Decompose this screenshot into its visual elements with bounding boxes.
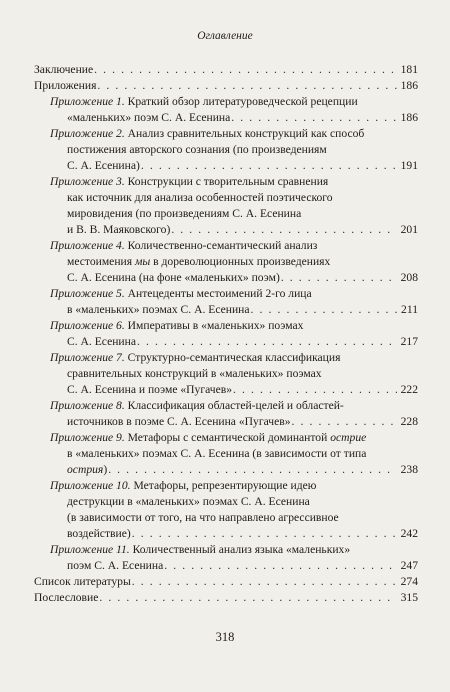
toc-entry-title [67,223,170,237]
toc-entry-title [50,543,350,557]
dot-leader [99,591,397,605]
italic-text: мы [134,255,151,268]
toc-line [34,575,418,589]
dot-leader [141,159,397,173]
toc-line [50,127,364,141]
dot-leader [171,223,397,237]
dot-leader [164,559,397,573]
toc-entry-title [50,431,366,445]
italic-text: острие [330,431,367,444]
toc-line [34,79,418,93]
dot-leader [94,63,397,77]
toc-entry-title [34,79,96,93]
toc-entry-title [67,255,330,269]
title-text: Метафоры с семантической доминантой [127,431,328,444]
title-text: в «маленьких» поэмах С. А. Есенина (в зависимости от типа [67,447,367,460]
toc-entry-title [67,383,232,397]
toc-page-number: 242 [400,527,418,540]
toc-page-number: 217 [400,335,418,348]
toc-entry-title [50,479,316,493]
toc-line [67,255,330,269]
title-text: Анализ сравнительных конструкций как способ [127,127,365,140]
toc-page-number: 315 [400,591,418,604]
italic-text: Приложение 6. [50,319,125,332]
toc-line [50,95,358,109]
title-text: и В. В. Маяковского) [67,223,171,236]
toc-line [67,143,327,157]
toc-entry-title [67,415,291,429]
title-text: Количественно-семантический анализ [127,239,318,252]
toc-line [50,351,340,365]
toc-entry-title [50,95,358,109]
title-text: поэм С. А. Есенина [67,559,164,572]
title-text: ) [103,463,108,476]
toc-line [67,271,418,285]
toc-entry-title [34,63,93,77]
title-text: Структурно-семантическая классификация [127,351,341,364]
dot-leader [292,415,397,429]
toc-page-number: 238 [400,463,418,476]
toc-entry-title [67,527,131,541]
title-text: мировидения (по произведениям С. А. Есенина [67,207,302,220]
title-text: С. А. Есенина (на фоне «маленьких» поэм) [67,271,280,284]
toc-line [50,399,344,413]
toc-entry-title [67,191,333,205]
title-text: постижения авторского сознания (по произведениям [67,143,327,156]
title-text: Количественный анализ языка «маленьких» [132,543,351,556]
toc-line [67,191,333,205]
toc-line [67,367,322,381]
italic-text: Приложение 1. [50,95,125,108]
toc-line [67,463,418,477]
title-text: Список литературы [34,575,131,588]
italic-text: Приложение 7. [50,351,125,364]
italic-text: Приложение 11. [50,543,130,556]
toc-entry-title [50,399,344,413]
title-text: С. А. Есенина [67,335,136,348]
toc-entry-title [67,143,327,157]
toc-line [67,447,366,461]
title-text: Конструкции с творительным сравнения [127,175,329,188]
italic-text: Приложение 5. [50,287,125,300]
toc-page-number: 186 [400,111,418,124]
toc-line [50,175,328,189]
toc-page-number: 228 [400,415,418,428]
toc-entry-title [67,367,322,381]
toc-entry-title [67,207,301,221]
title-text: источников в поэме С. А. Есенина «Пугачев» [67,415,291,428]
toc-line [67,415,418,429]
title-text: воздействие) [67,527,131,540]
toc-line [67,511,339,525]
title-text: Классификация областей-целей и областей- [127,399,344,412]
italic-text: Приложение 8. [50,399,125,412]
italic-text: Приложение 10. [50,479,131,492]
toc-line [67,303,418,317]
italic-text: острия [67,463,104,476]
title-text: Антецеденты местоимений 2-го лица [127,287,312,300]
title-text: С. А. Есенина и поэме «Пугачев» [67,383,233,396]
toc-line [50,543,350,557]
dot-leader [132,527,397,541]
toc-entry-title [50,239,317,253]
toc-page-number: 191 [400,159,418,172]
title-text: Краткий обзор литературоведческой рецепции [127,95,358,108]
toc-entry-title [50,351,340,365]
toc-line [67,559,418,573]
toc-line [50,287,312,301]
toc-line [67,335,418,349]
title-text: Послесловие [34,591,99,604]
toc-line [50,239,317,253]
title-text: местоимения [67,255,133,268]
dot-leader [281,271,397,285]
italic-text: в дореволюционных произведениях [153,255,331,268]
title-text: Заключение [34,63,94,76]
page-number: 318 [215,630,235,644]
dot-leader [233,383,397,397]
toc-page-number: 247 [400,559,418,572]
toc-line [67,383,418,397]
toc-entry-title [67,303,250,317]
title-text: сравнительных конструкций в «маленьких» поэмах [67,367,322,380]
toc-entry-title [50,127,364,141]
italic-text: Приложение 4. [50,239,125,252]
toc-entry-title [67,271,280,285]
toc-page-number: 222 [400,383,418,396]
toc-line [67,527,418,541]
title-text: Метафоры, репрезентирующие идею [133,479,317,492]
toc-line [67,159,418,173]
title-text: Приложения [34,79,97,92]
title-text: в «маленьких» поэмах С. А. Есенина [67,303,250,316]
toc-entry-title [67,447,366,461]
toc-line [67,207,301,221]
toc-line [67,495,310,509]
dot-leader [251,303,397,317]
dot-leader [108,463,397,477]
title-text: как источник для анализа особенностей поэтического [67,191,333,204]
toc-line [50,319,303,333]
toc-line [67,111,418,125]
page-header: Оглавление [197,30,253,42]
toc-entry-title [67,511,339,525]
title-text: Императивы в «маленьких» поэмах [127,319,304,332]
toc-line [50,479,316,493]
toc-line [34,591,418,605]
italic-text: Приложение 9. [50,431,125,444]
toc-line [67,223,418,237]
toc-entry-title [67,495,310,509]
italic-text: Приложение 2. [50,127,125,140]
dot-leader [137,335,397,349]
toc-entry-title [67,463,107,477]
dot-leader [132,575,397,589]
toc-page-number: 208 [400,271,418,284]
title-text: С. А. Есенина) [67,159,140,172]
title-text: «маленьких» поэм С. А. Есенина [67,111,231,124]
dot-leader [97,79,397,93]
title-text: (в зависимости от того, на что направлено агрессивное [67,511,339,524]
toc-entry-title [50,287,312,301]
toc-entry-title [67,159,140,173]
toc-entry-title [67,559,163,573]
toc-entry-title [50,175,328,189]
toc-page-number: 201 [400,223,418,236]
dot-leader [231,111,397,125]
title-text: деструкции в «маленьких» поэмах С. А. Есенина [67,495,310,508]
toc-entry-title [34,591,98,605]
toc-entry-title [67,335,136,349]
toc-entry-title [67,111,230,125]
toc-line [34,63,418,77]
toc-page-number: 181 [400,63,418,76]
toc-entry-title [34,575,131,589]
toc-page-number: 211 [401,303,418,316]
italic-text: Приложение 3. [50,175,125,188]
toc-page-number: 186 [400,79,418,92]
toc-line [50,431,366,445]
toc-page-number: 274 [400,575,418,588]
toc-entry-title [50,319,303,333]
